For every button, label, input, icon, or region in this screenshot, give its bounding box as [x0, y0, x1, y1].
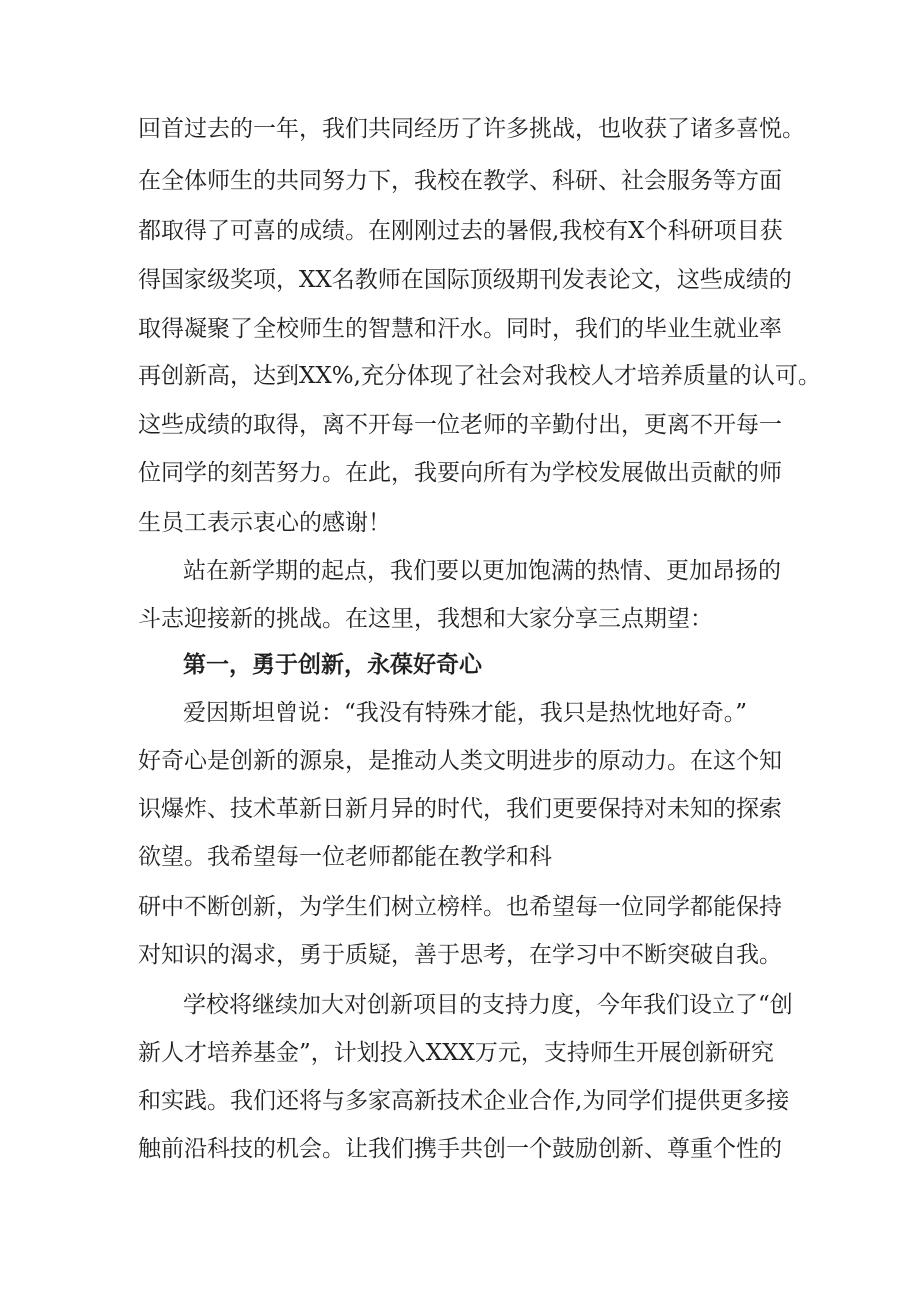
text-line: 触前沿科技的机会。让我们携手共创一个鼓励创新、尊重个性的 — [138, 1136, 782, 1162]
text-line: 斗志迎接新的挑战。在这里，我想和大家分享三点期望： — [138, 606, 713, 632]
text-line: 取得凝聚了全校师生的智慧和汗水。同时，我们的毕业生就业率 — [138, 316, 782, 342]
text-line: 回首过去的一年，我们共同经历了许多挑战，也收获了诸多喜悦。 — [138, 116, 805, 142]
text-line: 得国家级奖项，XX名教师在国际顶级期刊发表论文，这些成绩的 — [138, 267, 792, 293]
text-line: 在全体师生的共同努力下，我校在教学、科研、社会服务等方面 — [138, 168, 782, 194]
text-line: 新人才培养基金”，计划投入XXX万元，支持师生开展创新研究 — [138, 1040, 774, 1066]
text-line: 好奇心是创新的源泉，是推动人类文明进步的原动力。在这个知 — [138, 748, 782, 774]
text-line: 欲望。我希望每一位老师都能在教学和科 — [138, 844, 552, 870]
paragraph-first-line: 学校将继续加大对创新项目的支持力度，今年我们设立了“创 — [183, 992, 793, 1018]
section-heading: 第一，勇于创新，永葆好奇心 — [183, 651, 482, 678]
text-line: 位同学的刻苦努力。在此，我要向所有为学校发展做出贡献的师 — [138, 460, 782, 486]
text-line: 再创新高，达到XX%,充分体现了社会对我校人才培养质量的认可。 — [138, 363, 821, 389]
paragraph-first-line: 站在新学期的起点，我们要以更加饱满的热情、更加昂扬的 — [183, 558, 781, 584]
text-line: 生员工表示衷心的感谢！ — [138, 510, 391, 536]
text-line: 这些成绩的取得，离不开每一位老师的辛勤付出，更离不开每一 — [138, 412, 782, 438]
text-line: 和实践。我们还将与多家高新技术企业合作,为同学们提供更多接 — [138, 1088, 790, 1114]
paragraph-first-line: 爱因斯坦曾说：“我没有特殊才能，我只是热忱地好奇。” — [183, 700, 748, 726]
text-line: 研中不断创新，为学生们树立榜样。也希望每一位同学都能保持 — [138, 894, 782, 920]
text-line: 都取得了可喜的成绩。在刚刚过去的暑假,我校有X个科研项目获 — [138, 218, 783, 244]
text-line: 识爆炸、技术革新日新月异的时代，我们更要保持对未知的探索 — [138, 796, 782, 822]
text-line: 对知识的渴求，勇于质疑，善于思考，在学习中不断突破自我。 — [138, 942, 782, 968]
